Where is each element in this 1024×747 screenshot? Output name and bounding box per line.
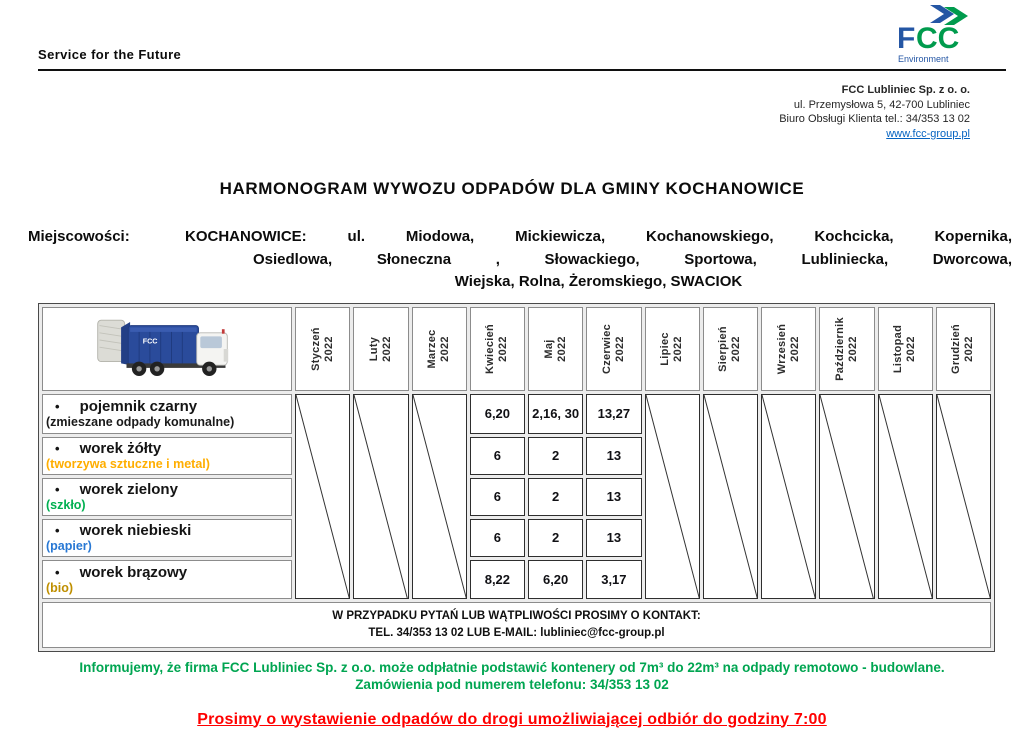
- schedule-value: 13: [586, 437, 641, 475]
- bullet-icon: •: [55, 441, 60, 456]
- month-header-wrzesien: Wrzesień 2022: [761, 307, 816, 391]
- schedule-value: 6: [470, 519, 525, 557]
- no-collection-pazdziernik: [819, 394, 874, 599]
- row-label-worek-zielony: • worek zielony (szkło): [42, 478, 292, 516]
- schedule-value: 2,16, 30: [528, 394, 583, 434]
- no-collection-sierpien: [703, 394, 758, 599]
- locations-line: Wiejska, Rolna, Żeromskiego, SWACIOK: [454, 273, 743, 290]
- company-street: ul. Przemysłowa 5, 42-700 Lubliniec: [793, 98, 970, 111]
- svg-text:F: F: [897, 22, 916, 55]
- locations-label: Miejscowości:: [28, 228, 130, 245]
- no-collection-lipiec: [645, 394, 700, 599]
- no-collection-listopad: [878, 394, 933, 599]
- month-header-pazdziernik: Październik 2022: [819, 307, 874, 391]
- container-info-line-2: Zamówienia pod numerem telefonu: 34/353 13 02: [355, 677, 669, 692]
- logo-environment-text: Environment: [898, 54, 949, 64]
- schedule-value: 2: [528, 519, 583, 557]
- svg-text:FCC: FCC: [142, 336, 158, 346]
- contact-line-2: TEL. 34/353 13 02 LUB E-MAIL: lubliniec@fcc-group.pl: [368, 627, 665, 639]
- schedule-value: 3,17: [586, 560, 641, 599]
- company-address-block: [0, 83, 970, 141]
- schedule-value: 6: [470, 478, 525, 516]
- company-phone: Biuro Obsługi Klienta tel.: 34/353 13 02: [779, 113, 970, 125]
- month-header-grudzien: Grudzień 2022: [936, 307, 991, 391]
- website-link[interactable]: www.fcc-group.pl: [886, 127, 970, 140]
- month-header-maj: Maj 2022: [528, 307, 583, 391]
- contact-row: [42, 602, 991, 648]
- no-collection-grudzien: [936, 394, 991, 599]
- row-label-worek-niebieski: • worek niebieski (papier): [42, 519, 292, 557]
- schedule-value: 6: [470, 437, 525, 475]
- bullet-icon: •: [55, 482, 60, 497]
- contact-line-1: W PRZYPADKU PYTAŃ LUB WĄTPLIWOŚCI PROSIMY O KONTAKT:: [332, 610, 701, 622]
- month-header-kwiecien: Kwiecień 2022: [470, 307, 525, 391]
- schedule-value: 13: [586, 478, 641, 516]
- locations-section: [28, 226, 1012, 294]
- no-collection-wrzesien: [761, 394, 816, 599]
- fcc-environment-logo: [896, 4, 976, 66]
- company-name: FCC Lubliniec Sp. z o. o.: [841, 84, 970, 96]
- month-header-czerwiec: Czerwiec 2022: [586, 307, 641, 391]
- row-label-worek-brazowy: • worek brązowy (bio): [42, 560, 292, 599]
- bullet-icon: •: [55, 399, 60, 414]
- schedule-table: [38, 303, 995, 652]
- page-header: [0, 0, 1024, 71]
- container-info-note: [0, 659, 1024, 694]
- month-header-luty: Luty 2022: [353, 307, 408, 391]
- fcc-logo-icon: [896, 4, 976, 66]
- table-corner-cell: [42, 307, 292, 391]
- locations-text: [185, 226, 1012, 294]
- page-title: HARMONOGRAM WYWOZU ODPADÓW DLA GMINY KOCHANOWICE: [219, 179, 805, 198]
- month-header-styczen: Styczeń 2022: [295, 307, 350, 391]
- schedule-value: 13,27: [586, 394, 641, 434]
- header-divider: [38, 69, 1006, 71]
- tagline: Service for the Future: [38, 47, 182, 62]
- bullet-icon: •: [55, 564, 60, 580]
- container-info-line-1: Informujemy, że firma FCC Lubliniec Sp. z o.o. może odpłatnie podstawić kontenery od 7m³ do 22m³ na odpady remotowo - budowlane.: [79, 659, 945, 675]
- schedule-value: 8,22: [470, 560, 525, 599]
- garbage-truck-image: [87, 313, 247, 385]
- row-label-worek-zolty: • worek żółty (tworzywa sztuczne i metal): [42, 437, 292, 475]
- schedule-value: 2: [528, 437, 583, 475]
- month-header-lipiec: Lipiec 2022: [645, 307, 700, 391]
- svg-text:CC: CC: [916, 22, 960, 55]
- no-collection-styczen: [295, 394, 350, 599]
- month-header-listopad: Listopad 2022: [878, 307, 933, 391]
- bullet-icon: •: [55, 523, 60, 538]
- pickup-notice: Prosimy o wystawienie odpadów do drogi umożliwiającej odbiór do godziny 7:00: [197, 710, 827, 728]
- no-collection-luty: [353, 394, 408, 599]
- locations-line: KOCHANOWICE: ul. Miodowa, Mickiewicza, Kochanowskiego, Kochcicka, Kopernika,: [185, 228, 1012, 245]
- schedule-value: 2: [528, 478, 583, 516]
- month-header-marzec: Marzec 2022: [412, 307, 467, 391]
- schedule-value: 13: [586, 519, 641, 557]
- no-collection-marzec: [412, 394, 467, 599]
- row-label-pojemnik-czarny: • pojemnik czarny (zmieszane odpady komunalne): [42, 394, 292, 434]
- locations-line: Osiedlowa, Słoneczna , Słowackiego, Sportowa, Lubliniecka, Dworcowa,: [253, 250, 1012, 268]
- month-header-sierpien: Sierpień 2022: [703, 307, 758, 391]
- schedule-value: 6,20: [470, 394, 525, 434]
- schedule-value: 6,20: [528, 560, 583, 599]
